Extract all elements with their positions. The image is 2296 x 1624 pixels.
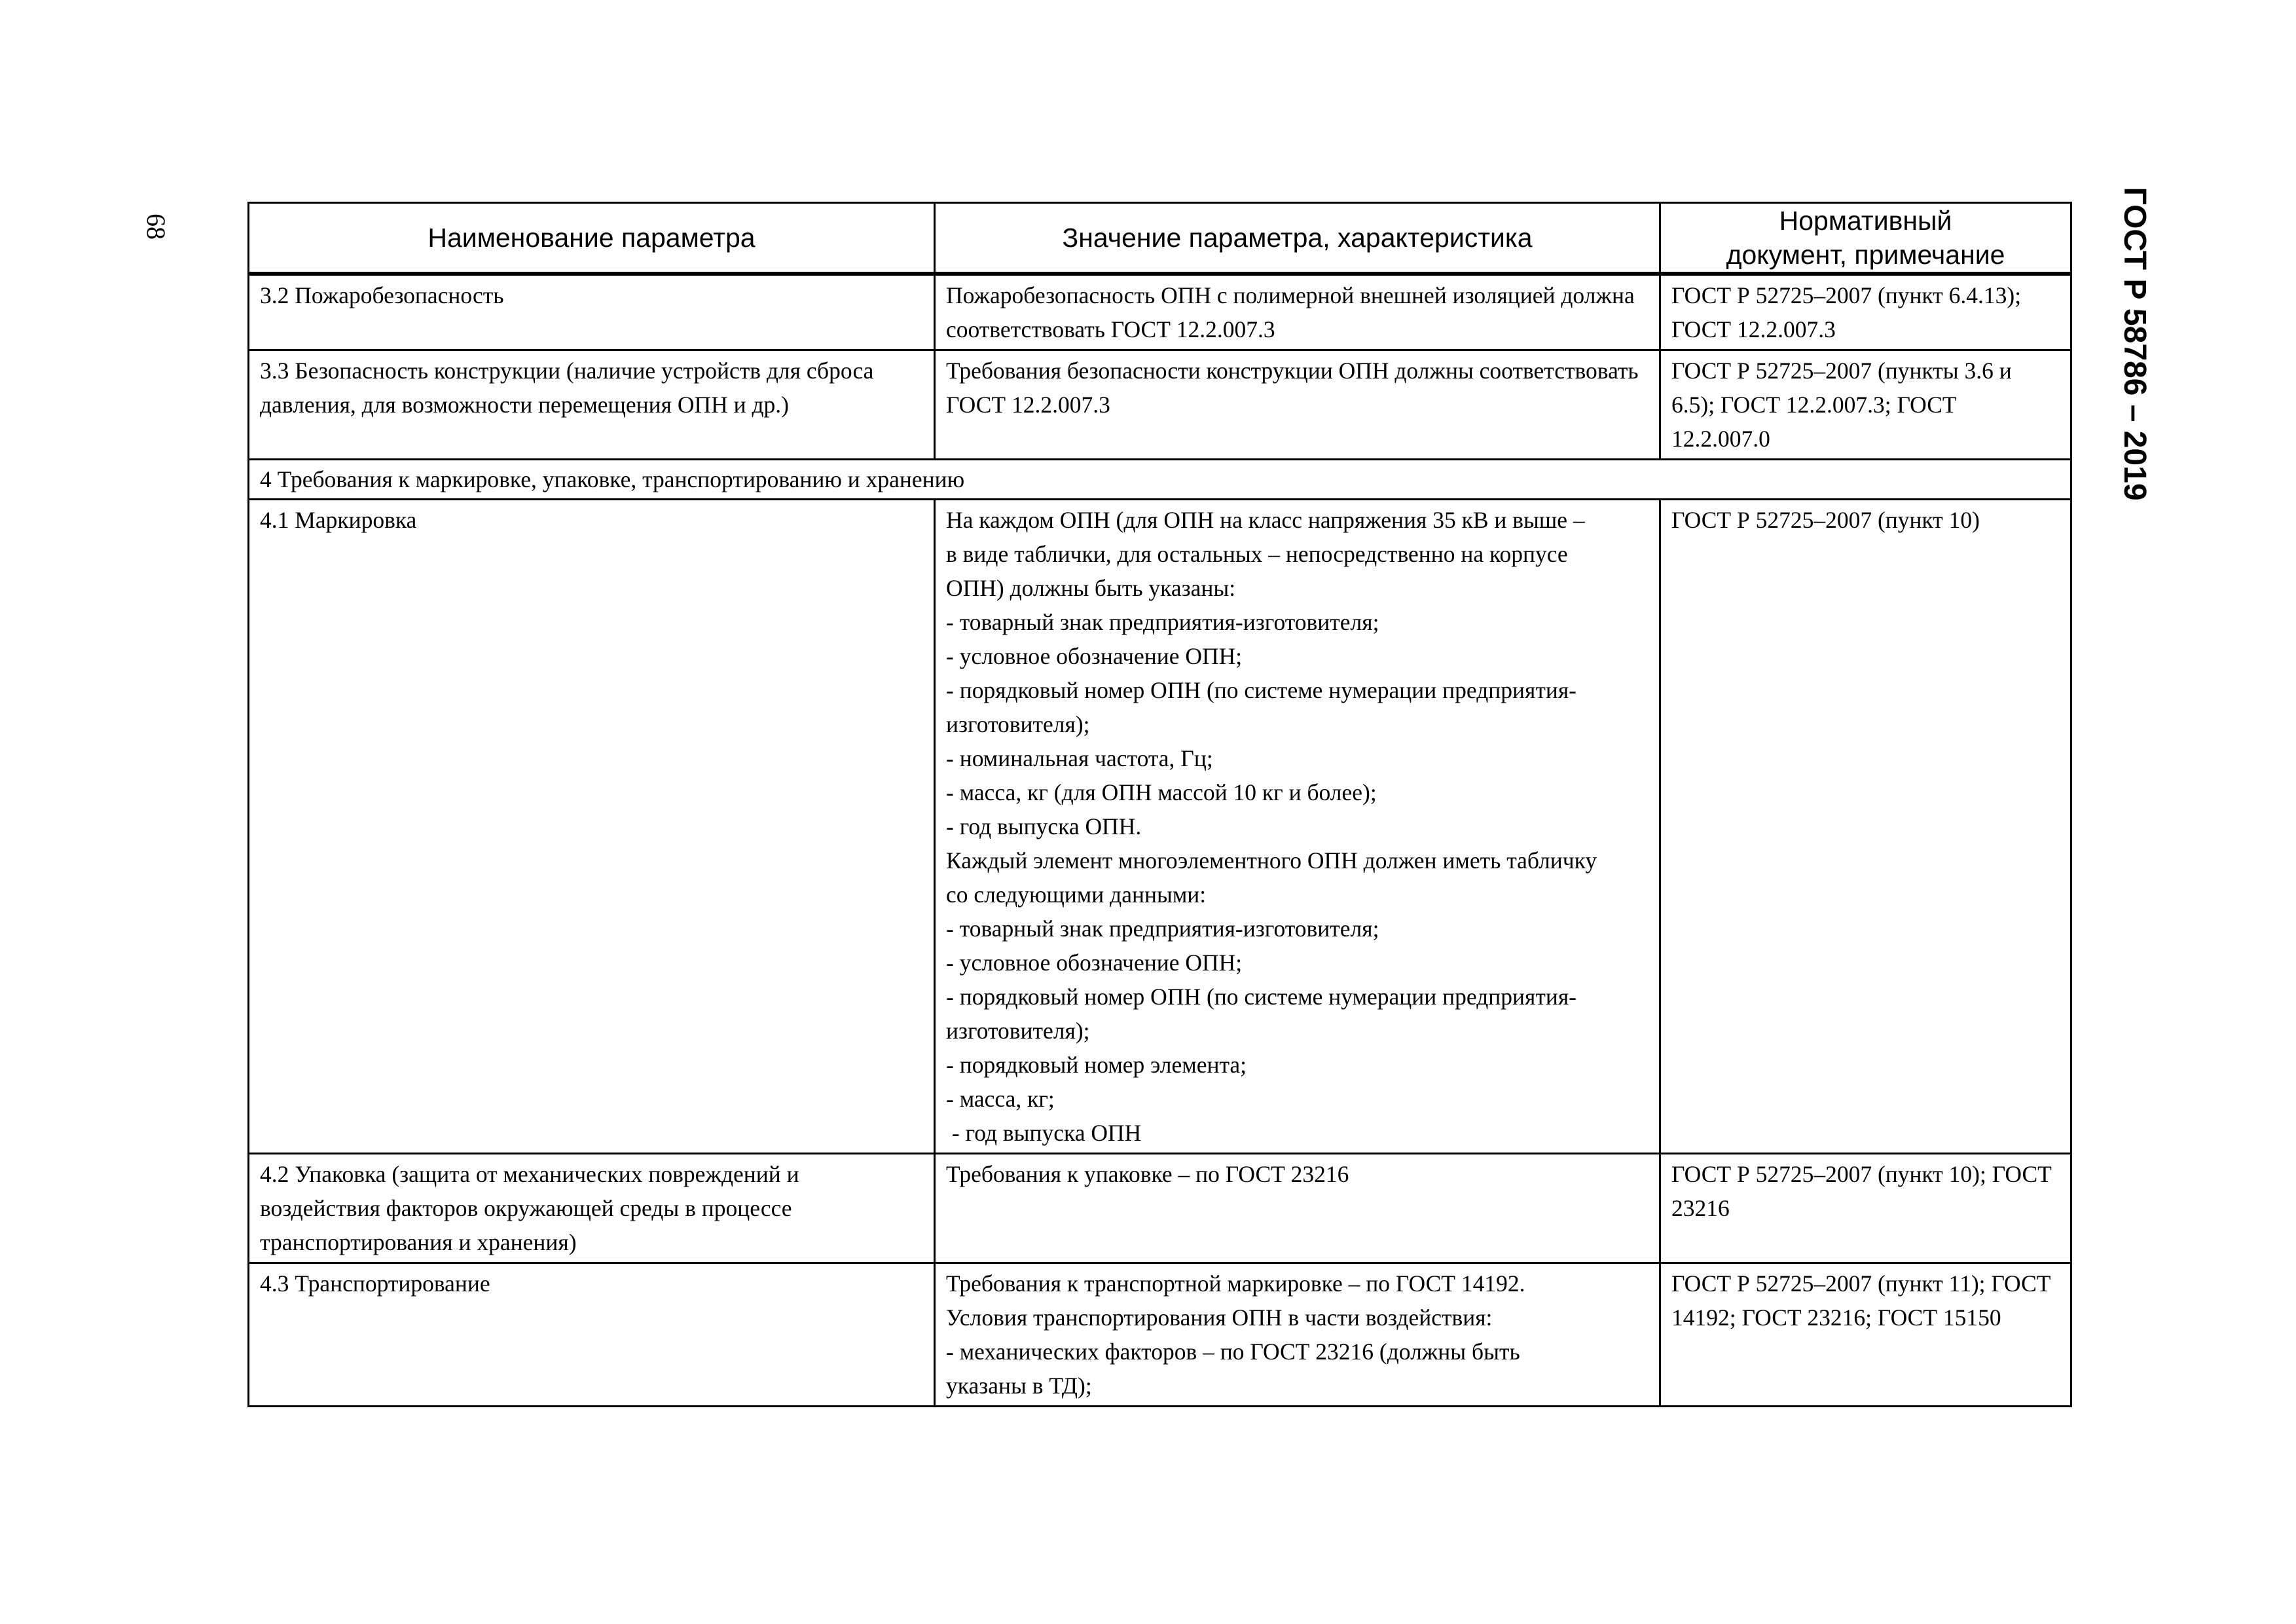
page-number: 68 — [141, 213, 171, 240]
table-header-row — [249, 203, 2071, 274]
row-4-2-value: Требования к упаковке – по ГОСТ 23216 — [935, 1154, 1660, 1263]
row-4-3-doc: ГОСТ Р 52725–2007 (пункт 11); ГОСТ 14192; ГОСТ 23216; ГОСТ 15150 — [1660, 1263, 2071, 1407]
row-4-1-doc: ГОСТ Р 52725–2007 (пункт 10) — [1660, 500, 2071, 1154]
value-line: - год выпуска ОПН — [946, 1120, 1142, 1146]
section-row — [249, 460, 2071, 500]
value-line: - условное обозначение ОПН; — [946, 643, 1243, 669]
row-3-2-value: Пожаробезопасность ОПН с полимерной внешней изоляцией должна соответствовать ГОСТ 12.2.007.3 — [935, 274, 1660, 350]
table-row — [249, 274, 2071, 350]
value-line: - год выпуска ОПН. — [946, 813, 1142, 840]
parameters-table — [247, 202, 2072, 1407]
value-line: - порядковый номер элемента; — [946, 1052, 1247, 1078]
value-line: - масса, кг; — [946, 1086, 1055, 1112]
header-normative-document — [1660, 203, 2071, 274]
row-4-3-value — [935, 1263, 1660, 1407]
row-4-2-doc: ГОСТ Р 52725–2007 (пункт 10); ГОСТ 23216 — [1660, 1154, 2071, 1263]
row-3-2-name: 3.2 Пожаробезопасность — [249, 274, 935, 350]
value-line: - масса, кг (для ОПН массой 10 кг и более); — [946, 779, 1377, 805]
row-3-3-value: Требования безопасности конструкции ОПН должны соответствовать ГОСТ 12.2.007.3 — [935, 350, 1660, 460]
value-line: - товарный знак предприятия-изготовителя; — [946, 915, 1379, 942]
row-3-2-doc: ГОСТ Р 52725–2007 (пункт 6.4.13); ГОСТ 12.2.007.3 — [1660, 274, 2071, 350]
value-line: - порядковый номер ОПН (по системе нумерации предприятия- — [946, 677, 1577, 703]
value-line: Условия транспортирования ОПН в части воздействия: — [946, 1304, 1493, 1331]
value-line: Требования к транспортной маркировке – по ГОСТ 14192. — [946, 1270, 1525, 1297]
table-row — [249, 500, 2071, 1154]
value-line: Каждый элемент многоэлементного ОПН должен иметь табличку — [946, 847, 1597, 874]
value-line: На каждом ОПН (для ОПН на класс напряжения 35 кВ и выше – — [946, 507, 1585, 533]
header-parameter-value: Значение параметра, характеристика — [935, 203, 1660, 274]
header-doc-line-2: документ, примечание — [1726, 240, 2005, 270]
table-row — [249, 1263, 2071, 1407]
table-row — [249, 1154, 2071, 1263]
standard-header: ГОСТ Р 58786 – 2019 — [2117, 187, 2152, 501]
table-row — [249, 350, 2071, 460]
row-4-2-name: 4.2 Упаковка (защита от механических повреждений и воздействия факторов окружающей среды в процессе транспортирования и хранения) — [249, 1154, 935, 1263]
value-line: - механических факторов – по ГОСТ 23216 (должны быть — [946, 1338, 1520, 1365]
value-line: в виде таблички, для остальных – непосредственно на корпусе — [946, 541, 1568, 567]
value-line: изготовителя); — [946, 711, 1090, 737]
value-line: ОПН) должны быть указаны: — [946, 575, 1236, 601]
value-line: - номинальная частота, Гц; — [946, 745, 1213, 771]
value-line: - условное обозначение ОПН; — [946, 950, 1243, 976]
value-line: указаны в ТД); — [946, 1373, 1092, 1399]
value-line: со следующими данными: — [946, 881, 1207, 908]
row-3-3-doc: ГОСТ Р 52725–2007 (пункты 3.6 и 6.5); ГОСТ 12.2.007.3; ГОСТ 12.2.007.0 — [1660, 350, 2071, 460]
row-3-3-name: 3.3 Безопасность конструкции (наличие устройств для сброса давления, для возможности перемещения ОПН и др.) — [249, 350, 935, 460]
row-4-3-name: 4.3 Транспортирование — [249, 1263, 935, 1407]
row-4-1-value — [935, 500, 1660, 1154]
value-line: - товарный знак предприятия-изготовителя; — [946, 609, 1379, 635]
header-doc-line-1: Нормативный — [1779, 206, 1952, 236]
header-parameter-name: Наименование параметра — [249, 203, 935, 274]
section-4-title: 4 Требования к маркировке, упаковке, транспортированию и хранению — [249, 460, 2071, 500]
row-4-1-name: 4.1 Маркировка — [249, 500, 935, 1154]
value-line: изготовителя); — [946, 1018, 1090, 1044]
value-line: - порядковый номер ОПН (по системе нумерации предприятия- — [946, 984, 1577, 1010]
